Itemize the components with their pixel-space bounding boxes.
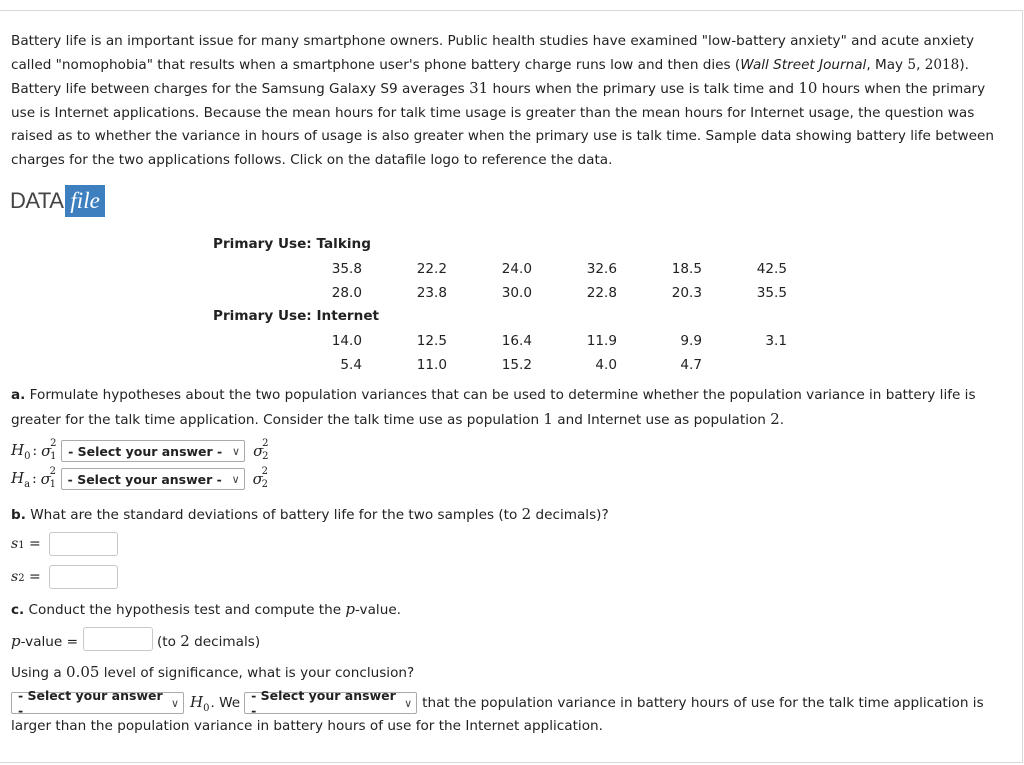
sigma-sup: 2 [50, 438, 57, 449]
data-cell: 4.7 [680, 357, 702, 373]
s-letter: s [11, 536, 19, 552]
ha-letter: H [11, 468, 25, 487]
internet-title: Primary Use: Internet [213, 308, 380, 324]
intro-text-4: ). Battery life between charges for the Samsung Galaxy S9 averages [11, 56, 969, 98]
conclusion-text: that the population variance in battery hours of use for the talk time application is [422, 695, 984, 711]
part-a-question [11, 384, 1011, 432]
s2-label [11, 569, 41, 585]
part-b-decimals: 2 [521, 505, 532, 523]
conclusion-q-text-2: level of significance, what is your conclusion? [99, 665, 415, 681]
part-b-text: What are the standard deviations of battery life for the two samples (to [25, 507, 522, 523]
data-cell: 30.0 [501, 285, 532, 301]
pvalue-label [11, 632, 78, 650]
problem-intro [11, 30, 1011, 173]
equals: = [24, 569, 41, 585]
sigma-sub: 1 [49, 479, 57, 490]
select-text: - Select your answer - [67, 471, 222, 487]
chevron-down-icon: ∨ [170, 696, 179, 710]
chevron-down-icon: ∨ [404, 696, 413, 710]
data-cell: 16.4 [501, 333, 532, 349]
h0-sub: 0 [203, 702, 210, 714]
data-cell: 4.0 [595, 357, 617, 373]
conclusion-select[interactable] [244, 688, 417, 718]
s1-sub: 1 [18, 540, 25, 551]
part-a-text-1: Formulate hypotheses about the two population variances that can be used to determine whether the population variance in battery life is greater for the talk time application. Consider the talk time use as population [11, 387, 976, 428]
reject-decision-select[interactable] [11, 688, 184, 718]
sigma2-squared [251, 466, 269, 492]
pvalue-precision [157, 632, 260, 650]
data-cell: 18.5 [671, 261, 702, 277]
data-cell: 35.8 [331, 261, 362, 277]
alt-hypothesis-row [11, 466, 269, 492]
select-text: - Select your answer - [68, 443, 223, 459]
data-cell: 28.0 [331, 285, 362, 301]
part-a-pop2: 2 [770, 409, 780, 428]
data-cell: 22.2 [416, 261, 447, 277]
h0-letter: H [190, 692, 204, 711]
sigma1-squared [39, 466, 57, 492]
s2-sub: 2 [18, 573, 25, 584]
sigma-letter: σ [252, 470, 263, 488]
intro-text-2: , May [866, 56, 908, 73]
sigma-letter: σ [40, 470, 51, 488]
data-cell: 14.0 [331, 333, 362, 349]
part-c-label: c. [11, 602, 25, 618]
data-cell: 9.9 [680, 333, 702, 349]
part-c-question [11, 600, 401, 618]
part-c-text: Conduct the hypothesis test and compute the [24, 602, 346, 618]
sigma-sup: 2 [49, 466, 57, 477]
h0-sub: 0 [24, 450, 31, 462]
part-a-label: a. [11, 387, 26, 403]
data-cell: 20.3 [671, 285, 702, 301]
intro-internet-hours: 10 [798, 79, 818, 98]
sigma-sub: 2 [262, 451, 269, 462]
s2-input[interactable] [49, 565, 118, 589]
intro-year: 2018 [924, 56, 960, 73]
chevron-down-icon: ∨ [232, 444, 241, 458]
part-a-text-3: . [779, 411, 785, 428]
data-cell: 15.2 [501, 357, 532, 373]
data-cell: 5.4 [340, 357, 362, 373]
sigma-sup: 2 [261, 466, 269, 477]
part-b-question [11, 505, 609, 523]
sigma-letter: σ [253, 442, 264, 460]
sigma-sup: 2 [262, 438, 269, 449]
we-text: . We [210, 695, 241, 711]
data-cell: 22.8 [586, 285, 617, 301]
h0-symbol [11, 441, 30, 462]
data-cell: 23.8 [416, 285, 447, 301]
equals: = [24, 536, 41, 552]
intro-text-3: , [916, 56, 925, 73]
ha-symbol [11, 469, 30, 490]
precision-decimals: 2 [180, 632, 190, 650]
precision-text-2: decimals) [189, 634, 261, 650]
conclusion-text-2: larger than the population variance in battery hours of use for the Internet application. [11, 718, 603, 734]
sigma1-squared [39, 438, 57, 464]
pvalue-input[interactable] [83, 627, 153, 651]
select-text: - Select your answer - [18, 688, 163, 718]
pvalue-p: p [11, 632, 21, 650]
precision-text: (to [157, 634, 181, 650]
sigma2-squared [251, 438, 269, 464]
ha-colon: : [32, 471, 37, 487]
select-text: - Select your answer - [251, 688, 396, 718]
h0-symbol [190, 693, 209, 714]
data-cell: 12.5 [416, 333, 447, 349]
h0-colon: : [32, 443, 38, 459]
conclusion-question [11, 663, 414, 681]
journal-name: Wall Street Journal [740, 56, 867, 73]
ha-relation-select[interactable] [61, 468, 245, 490]
sigma-letter: σ [41, 442, 52, 460]
data-cell: 32.6 [586, 261, 617, 277]
datafile-logo-data: DATA [10, 188, 64, 213]
part-c-p: p [345, 600, 356, 618]
intro-text-6: hours when the primary use is Internet applications. Because the mean hours for talk time usage is greater than the mean hours for Internet usage, the question was raised as to whether the variance in hours of usage is also greater when the primary use is talk time. Sample data showing battery life between charges for the two applications follows. Click on the datafile logo to reference the data. [11, 81, 995, 168]
pvalue-text: -value = [20, 634, 78, 650]
intro-text-5: hours when the primary use is talk time and [488, 81, 799, 98]
data-cell: 11.0 [416, 357, 447, 373]
part-b-text-2: decimals)? [531, 507, 609, 523]
data-cell: 35.5 [756, 285, 787, 301]
s1-input[interactable] [49, 532, 118, 556]
ha-sub: a [24, 478, 31, 490]
part-a-text-2: and Internet use as population [552, 411, 771, 428]
conclusion-q-text: Using a [11, 665, 67, 681]
data-cell: 24.0 [501, 261, 532, 277]
sigma-sub: 1 [50, 451, 57, 462]
h0-relation-select[interactable] [61, 440, 245, 462]
data-cell: 3.1 [765, 333, 787, 349]
data-cell: 11.9 [586, 333, 617, 349]
datafile-logo[interactable] [10, 185, 105, 217]
s-letter: s [11, 569, 19, 585]
data-cell: 42.5 [756, 261, 787, 277]
part-c-text-2: -value. [355, 602, 402, 618]
part-a-pop1: 1 [543, 409, 553, 428]
talking-title: Primary Use: Talking [213, 236, 371, 252]
chevron-down-icon: ∨ [231, 472, 240, 486]
intro-text-1: Battery life is an important issue for many smartphone owners. Public health studies have examined "low-battery anxiety" and acute anxiety called "nomophobia" that results when a smartphone user's phone battery charge runs low and then dies ( [11, 33, 974, 73]
intro-day: 5 [907, 56, 917, 73]
null-hypothesis-row [11, 438, 269, 464]
conclusion-row [11, 688, 984, 718]
intro-talk-hours: 31 [469, 79, 489, 98]
part-b-label: b. [11, 507, 26, 523]
h0-letter: H [11, 440, 25, 459]
datafile-logo-file: file [65, 185, 104, 217]
sigma-sub: 2 [261, 479, 269, 490]
s1-label [11, 536, 41, 552]
alpha-value: 0.05 [66, 663, 100, 681]
